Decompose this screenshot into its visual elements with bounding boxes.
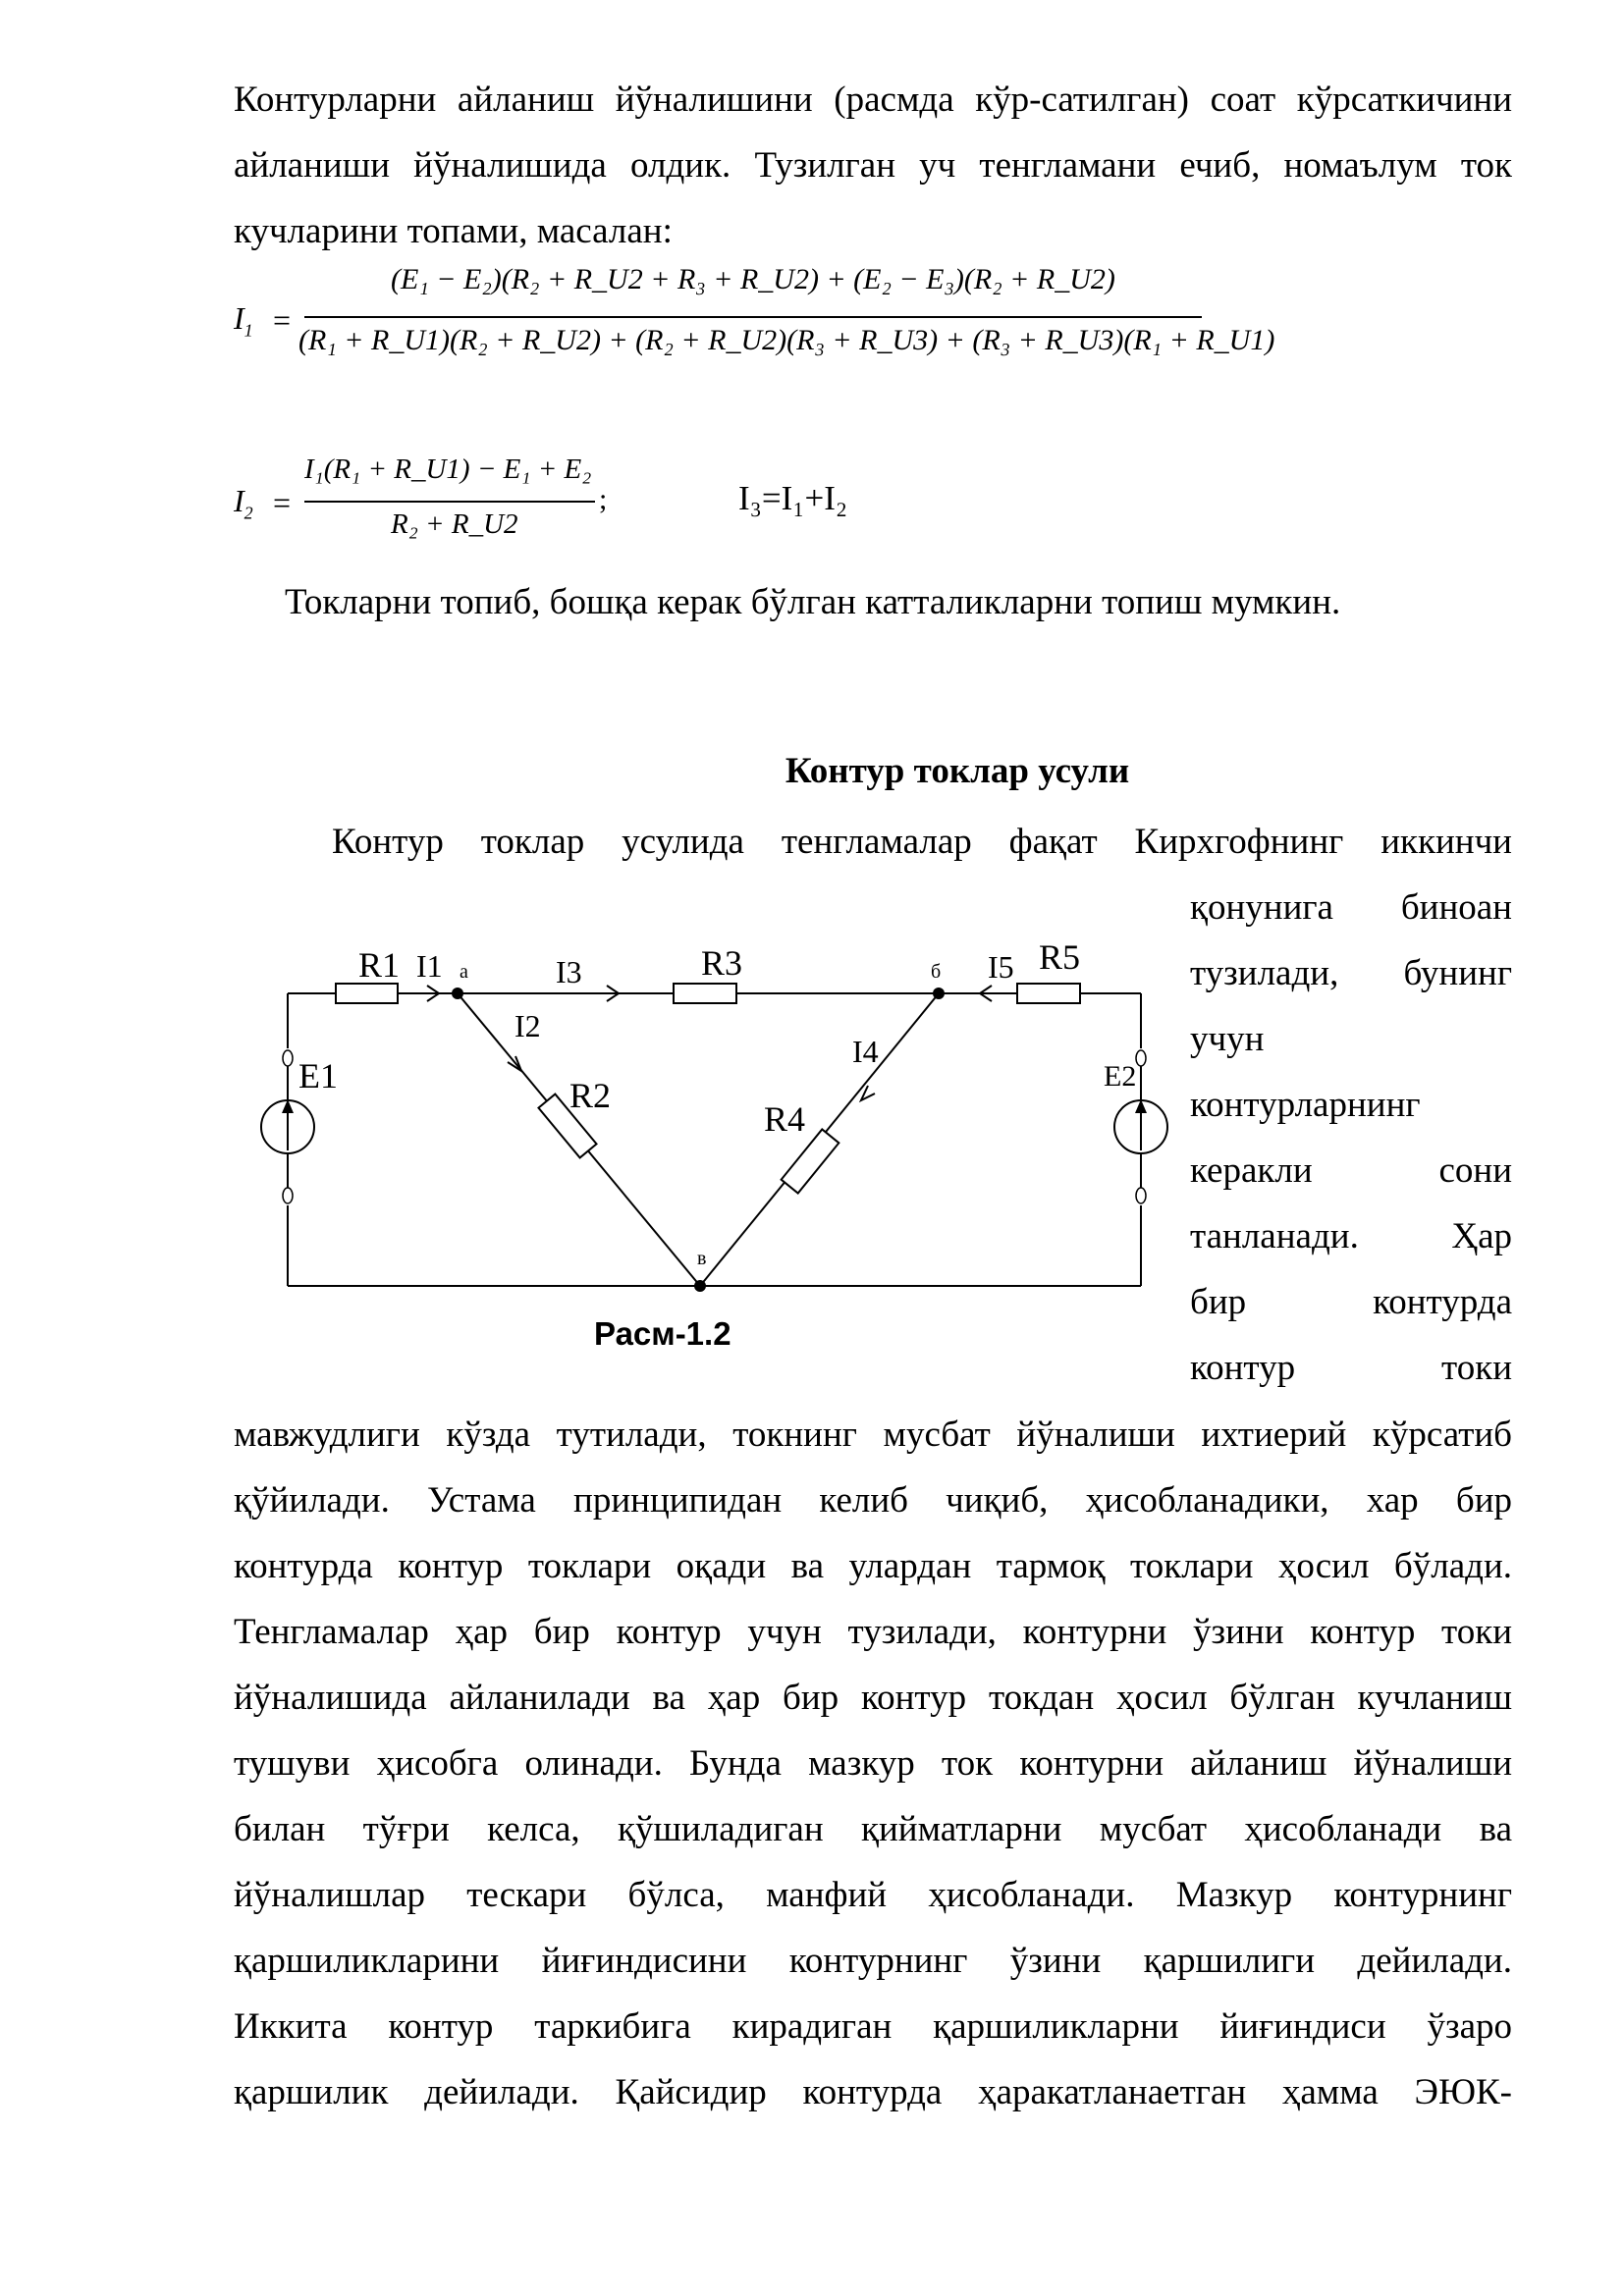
body-line: мавжудлиги кўзда тутилади, токнинг мусбат йўналиши ихтиерий кўрсатиб: [234, 1415, 1512, 1455]
resistor-r4: [782, 1129, 839, 1193]
label-i3: I3: [556, 954, 582, 989]
resistor-r5: [1017, 984, 1080, 1003]
body-line: тушуви ҳисобга олинади. Бунда мазкур ток контурни айланиш йўналиши: [234, 1743, 1512, 1784]
resistor-r1: [336, 984, 398, 1003]
body-line: контурда контур токлари оқади ва улардан тармоқ токлари ҳосил бўлади.: [234, 1546, 1512, 1586]
body-line: Иккита контур таркибига кирадиган қаршиликларни йиғиндиси ўзаро: [234, 2006, 1512, 2047]
label-e2: E2: [1104, 1060, 1137, 1093]
node-a: [452, 988, 463, 999]
text-line: Контур токлар усулида тенгламалар фақат Кирхгофнинг иккинчи: [332, 822, 1512, 862]
label-i4: I4: [852, 1034, 879, 1069]
side-line: контур токи: [1190, 1348, 1512, 1388]
formula-i2-denominator: R₂ + R_U2: [391, 508, 518, 540]
label-e1: E1: [298, 1056, 338, 1095]
intro-line: айланиши йўналишида олдик. Тузилган уч тенгламани ечиб, номаълум ток: [234, 145, 1512, 186]
label-i5: I5: [988, 949, 1014, 985]
body-line: қаршилик дейилади. Қайсидир контурда ҳаракатланаетган ҳамма ЭЮК-: [234, 2072, 1512, 2112]
node-b: [933, 988, 945, 999]
label-node-b: б: [931, 961, 942, 983]
body-paragraph: [234, 1402, 1512, 2125]
equals-sign: =: [273, 302, 292, 338]
intro-line: кучларини топами, масалан:: [234, 211, 673, 251]
equals-sign: =: [273, 485, 292, 520]
body-line: қаршиликларини йиғиндисини контурнинг ўзини қаршилиги дейилади.: [234, 1941, 1512, 1981]
body-line: йўналишида айланилади ва ҳар бир контур токдан ҳосил бўлган кучланиш: [234, 1678, 1512, 1718]
body-line: қўйилади. Устама принципидан келиб чиқиб, ҳисобланадики, хар бир: [234, 1480, 1512, 1521]
label-r5: R5: [1039, 937, 1081, 977]
formula-i2-tail: ;: [599, 483, 608, 515]
resistor-r3: [674, 984, 736, 1003]
text-line: Токларни топиб, бошқа керак бўлган катталикларни топиш мумкин.: [285, 582, 1341, 622]
label-r3: R3: [701, 943, 743, 983]
formula-i1-denominator: (R₁ + R_U1)(R₂ + R_U2) + (R₂ + R_U2)(R₃ + R_U3) + (R₃ + R_U3)(R₁ + R_U1): [298, 324, 1275, 356]
formula-i1-label: $I_1$: [234, 300, 253, 341]
label-r2: R2: [569, 1076, 612, 1115]
intro-line: Контурларни айланиш йўналишини (расмда кўр-сатилган) соат кўрсаткичини: [234, 80, 1512, 120]
formula-i2-numerator: I₁(R₁ + R_U1) − E₁ + E₂: [304, 454, 592, 485]
body-line: билан тўғри келса, қўшиладиган қийматларни мусбат ҳисобланади ва: [234, 1809, 1512, 1849]
side-line: қонунига биноан: [1190, 887, 1512, 928]
label-node-a: a: [460, 961, 468, 983]
formula-i3: I₃=I₁+I₂: [738, 479, 848, 517]
figure-caption: Расм-1.2: [594, 1315, 731, 1352]
label-r1: R1: [358, 945, 401, 985]
side-line: танланади. Ҳар: [1190, 1216, 1512, 1256]
label-i1: I1: [416, 948, 443, 984]
body-line: Тенгламалар ҳар бир контур учун тузилади, контурни ўзини контур токи: [234, 1612, 1512, 1652]
node-v: [694, 1280, 706, 1292]
formula-i1-numerator: (E₁ − E₂)(R₂ + R_U2 + R₃ + R_U2) + (E₂ − E₃)(R₂ + R_U2): [391, 263, 1115, 295]
body-line: йўналишлар тескари бўлса, манфий ҳисобланади. Мазкур контурнинг: [234, 1875, 1512, 1915]
section-title: Контур токлар усули: [785, 751, 1130, 791]
arrow-i4: [861, 1086, 875, 1100]
label-i2: I2: [514, 1008, 541, 1043]
side-line: тузилади, бунинг: [1190, 953, 1512, 993]
side-line: бир контурда: [1190, 1282, 1512, 1322]
formula-i2-label: $I_2$: [234, 483, 253, 523]
side-line: контурларнинг: [1190, 1085, 1421, 1125]
side-line: учун: [1190, 1019, 1265, 1059]
label-r4: R4: [764, 1099, 806, 1139]
label-node-v: в: [697, 1248, 707, 1269]
side-line: керакли сони: [1190, 1150, 1512, 1191]
